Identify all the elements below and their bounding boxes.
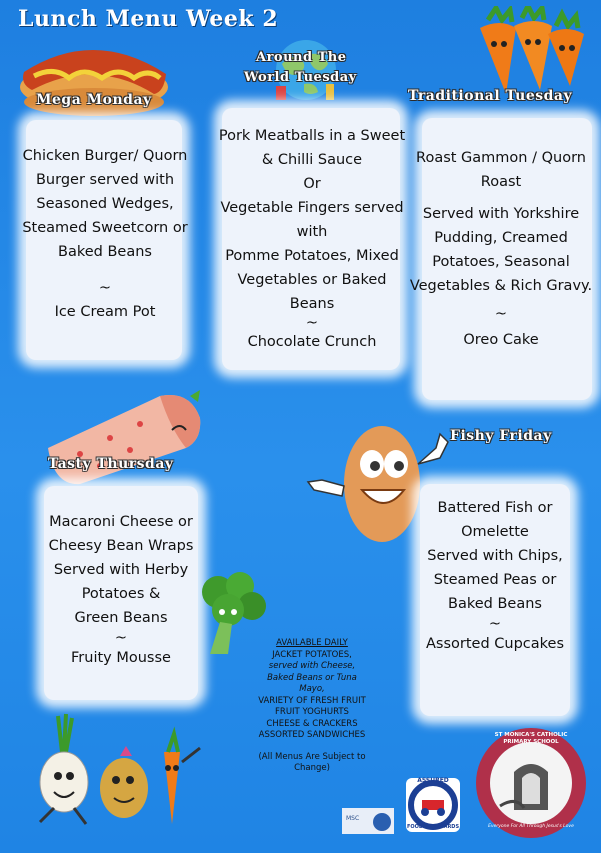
menu-line: Omelette (461, 524, 529, 540)
around-the-world-label-1: Around The (256, 50, 347, 65)
mega-monday-label: Mega Monday (36, 92, 152, 108)
daily-item: JACKET POTATOES, (272, 649, 352, 660)
dessert-line: Assorted Cupcakes (425, 636, 564, 652)
fishy-friday-menu (400, 496, 590, 656)
menu-line: Or (303, 176, 321, 192)
tasty-thursday-label: Tasty Thursday (48, 456, 174, 472)
menu-line: Baked Beans (58, 244, 152, 260)
menu-line: Served with Yorkshire (422, 206, 580, 222)
daily-item: ASSORTED SANDWICHES (258, 730, 366, 740)
menu-line: Served with Chips, (427, 548, 563, 564)
traditional-tuesday-menu (404, 146, 598, 352)
carrots-icon (466, 6, 594, 96)
menu-line: Beans (289, 296, 335, 312)
wrap-icon (40, 388, 206, 488)
menu-line: Vegetables & Rich Gravy. (409, 278, 593, 294)
menu-separator: ~ (98, 280, 112, 296)
menu-line: Green Beans (74, 610, 168, 626)
hotdog-icon (14, 32, 174, 122)
vegetable-characters-icon (14, 712, 214, 832)
menu-line: Vegetable Fingers served (220, 200, 404, 216)
menu-line: Roast Gammon / Quorn (416, 150, 586, 166)
menu-line: Potatoes & (81, 586, 161, 602)
menu-line: Baked Beans (448, 596, 542, 612)
dessert-line: Chocolate Crunch (247, 334, 377, 350)
menu-separator: ~ (114, 630, 128, 646)
menu-line: Macaroni Cheese or (49, 514, 193, 530)
globe-icon (268, 34, 344, 104)
menu-line: Seasoned Wedges, (36, 196, 174, 212)
around-the-world-label-2: World Tuesday (244, 70, 357, 85)
available-daily-panel (248, 638, 376, 775)
daily-item: FRUIT YOGHURTS (275, 707, 349, 717)
page-title: Lunch Menu Week 2 (18, 6, 279, 32)
menu-separator: ~ (488, 616, 502, 632)
menu-line: Pudding, Creamed (434, 230, 568, 246)
msc-logo (342, 808, 394, 834)
menu-line: Burger served with (35, 172, 175, 188)
school-crest-logo (476, 728, 586, 838)
menu-line: Cheesy Bean Wraps (48, 538, 194, 554)
menu-change-note: (All Menus Are Subject to (258, 751, 366, 762)
menu-line: Roast (480, 174, 522, 190)
menu-change-note: Change) (294, 763, 330, 773)
dessert-line: Fruity Mousse (71, 650, 171, 666)
tasty-thursday-menu (24, 510, 218, 670)
fishy-friday-label: Fishy Friday (450, 428, 552, 444)
assured-food-standards-logo (406, 778, 460, 832)
menu-line: Vegetables or Baked (237, 272, 387, 288)
traditional-tuesday-label: Traditional Tuesday (408, 88, 573, 104)
menu-separator: ~ (494, 306, 508, 322)
menu-line: Steamed Sweetcorn or (22, 220, 188, 236)
menu-line: & Chilli Sauce (261, 152, 363, 168)
menu-line: Chicken Burger/ Quorn (22, 148, 188, 164)
daily-item: Mayo, (299, 684, 325, 694)
assured-label: ASSURED (417, 777, 449, 784)
menu-line: Battered Fish or (437, 500, 553, 516)
daily-item: Baked Beans or Tuna (267, 672, 357, 683)
dessert-line: Oreo Cake (463, 332, 539, 348)
menu-line: Steamed Peas or (433, 572, 557, 588)
daily-item: CHEESE & CRACKERS (266, 718, 358, 729)
school-name: ST MONICA'S CATHOLIC PRIMARY SCHOOL (494, 732, 568, 745)
mega-monday-menu (12, 144, 198, 324)
available-daily-heading: AVAILABLE DAILY (276, 638, 348, 648)
dessert-line: Ice Cream Pot (54, 304, 156, 320)
menu-line: Served with Herby (53, 562, 189, 578)
menu-line: Pomme Potatoes, Mixed (225, 248, 399, 264)
menu-line: Potatoes, Seasonal (432, 254, 570, 270)
svg-text:MSC: MSC (346, 815, 360, 822)
menu-line: with (296, 224, 328, 240)
menu-separator: ~ (305, 315, 319, 331)
daily-item: served with Cheese, (268, 661, 356, 671)
around-the-world-menu (210, 124, 414, 354)
daily-item: VARIETY OF FRESH FRUIT (258, 695, 366, 706)
menu-line: Pork Meatballs in a Sweet (218, 128, 406, 144)
food-standards-label: FOOD STANDARDS (406, 824, 460, 830)
school-motto: Everyone For All Through Jesus's Love (488, 824, 574, 829)
